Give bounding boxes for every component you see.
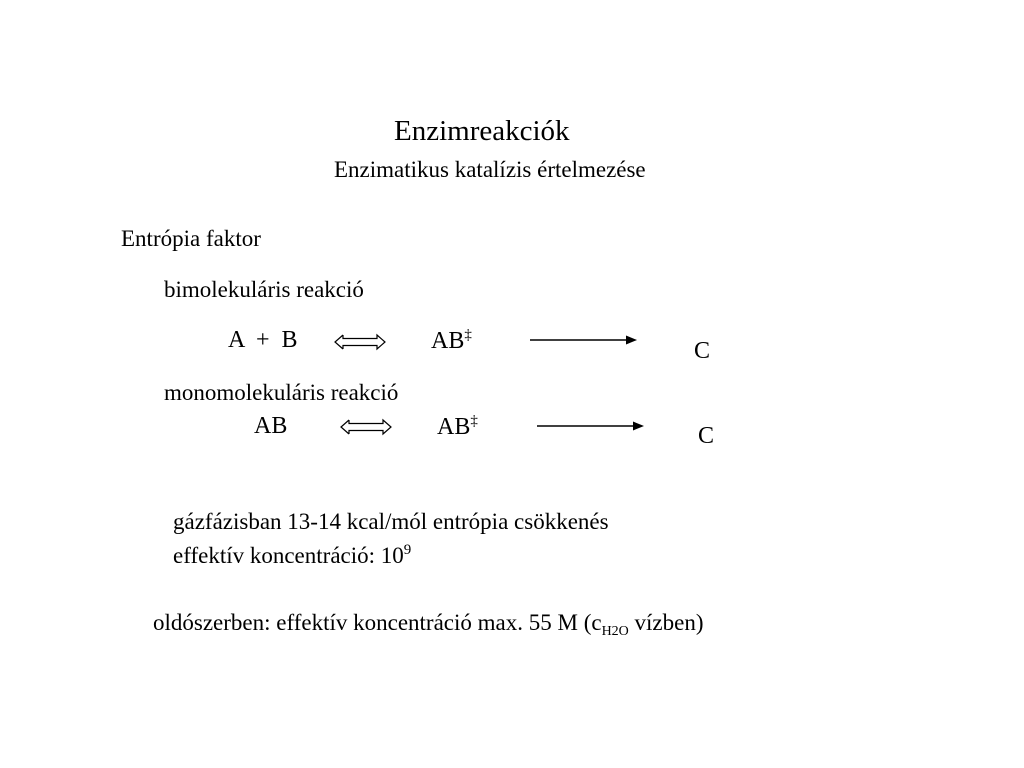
monomolecular-label: monomolekuláris reakció xyxy=(164,380,399,405)
bimolecular-label: bimolekuláris reakció xyxy=(164,277,364,302)
bimolecular-product: C xyxy=(694,338,711,364)
water-subscript: H2O xyxy=(601,623,629,639)
exponent: 9 xyxy=(403,542,412,558)
double-dagger-mark: ‡ xyxy=(470,413,478,429)
equilibrium-double-arrow-icon xyxy=(340,417,392,437)
bimolecular-transition-state: AB‡ xyxy=(431,327,472,354)
slide-title: Enzimreakciók xyxy=(394,115,570,147)
double-dagger-mark: ‡ xyxy=(464,327,472,343)
monomolecular-product: C xyxy=(698,423,715,449)
reaction-arrow-icon xyxy=(537,419,645,433)
equilibrium-double-arrow-icon xyxy=(334,332,386,352)
reaction-arrow-icon xyxy=(530,333,638,347)
slide-subtitle: Enzimatikus katalízis értelmezése xyxy=(334,157,646,182)
section-heading: Entrópia faktor xyxy=(121,226,261,251)
bimolecular-reactants: A + B xyxy=(228,327,298,353)
solvent-note: oldószerben: effektív koncentráció max. 55 M ($c_{H2O}$ vízben) xyxy=(153,610,704,639)
effective-concentration-note: effektív koncentráció: $10^9$ xyxy=(173,542,412,568)
gas-phase-note: gázfázisban 13-14 kcal/mól entrópia csökkenés xyxy=(173,509,609,534)
monomolecular-reactant: AB xyxy=(254,413,288,439)
monomolecular-transition-state: AB‡ xyxy=(437,413,478,440)
